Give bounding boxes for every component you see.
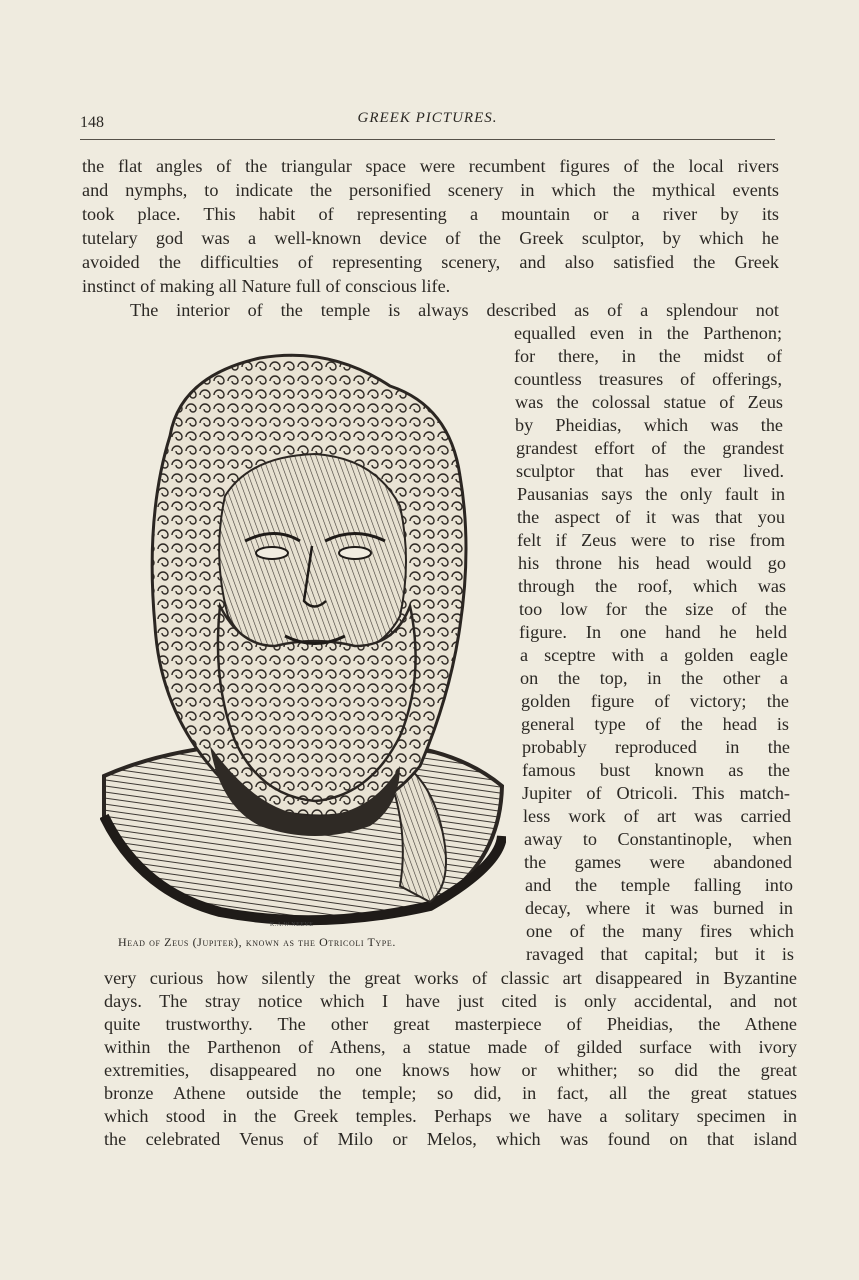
text-line: probably reproduced in the [522,737,790,757]
text-line: less work of art was carried [523,806,791,826]
text-line: away to Constantinople, when [524,829,792,849]
text-line: countless treasures of offerings, [514,369,782,389]
text-line: avoided the difficulties of representing scenery, and also satisfied the Greek [82,252,779,272]
header-rule [80,139,775,140]
text-line: instinct of making all Nature full of conscious life. [82,276,451,296]
text-line: the flat angles of the triangular space were recumbent figures of the local rivers [82,156,779,176]
text-line: grandest effort of the grandest [516,438,784,458]
text-line: ravaged that capital; but it is [526,944,794,964]
page-number: 148 [80,114,104,131]
text-line: equalled even in the Parthenon; [514,323,782,343]
text-line: within the Parthenon of Athens, a statue made of gilded surface with ivory [104,1037,797,1057]
text-line: famous bust known as the [522,760,790,780]
text-line: bronze Athene outside the temple; so did, in fact, all the great statues [104,1083,797,1103]
text-line: through the roof, which was [518,576,786,596]
zeus-bust-engraving [100,346,506,932]
text-line: tutelary god was a well-known device of the Greek sculptor, by which he [82,228,779,248]
text-line: took place. This habit of representing a mountain or a river by its [82,204,779,224]
paragraph-start-line: The interior of the temple is always described as of a splendour not [130,300,779,320]
text-line: felt if Zeus were to rise from [517,530,785,550]
text-line: decay, where it was burned in [525,898,793,918]
engraver-signature: K.A.W.NEEVE [270,922,314,928]
text-line: the celebrated Venus of Milo or Melos, which was found on that island [104,1129,797,1149]
text-line: very curious how silently the great works of classic art disappeared in Byzantine [104,968,797,988]
text-line: by Pheidias, which was the [515,415,783,435]
text-line: the aspect of it was that you [517,507,785,527]
text-line: sculptor that has ever lived. [516,461,784,481]
running-title: GREEK PICTURES. [357,110,498,126]
text-line: his throne his head would go [518,553,786,573]
text-line: and nymphs, to indicate the personified scenery in which the mythical events [82,180,779,200]
text-line: days. The stray notice which I have just cited is only accidental, and not [104,991,797,1011]
text-line: for there, in the midst of [514,346,782,366]
text-line: which stood in the Greek temples. Perhaps we have a solitary specimen in [104,1106,797,1126]
figure-caption: Head of Zeus (Jupiter), known as the Otricoli Type. [118,935,396,949]
text-line: extremities, disappeared no one knows how or whither; so did the great [104,1060,797,1080]
text-line: Pausanias says the only fault in [517,484,785,504]
text-line: too low for the size of the [519,599,787,619]
zeus-bust-illustration [100,346,506,932]
text-line: figure. In one hand he held [519,622,787,642]
page-header [80,110,775,134]
text-line: golden figure of victory; the [521,691,789,711]
text-line: the games were abandoned [524,852,792,872]
text-line: and the temple falling into [525,875,793,895]
text-line: quite trustworthy. The other great masterpiece of Pheidias, the Athene [104,1014,797,1034]
text-line: one of the many fires which [526,921,794,941]
text-line: was the colossal statue of Zeus [515,392,783,412]
text-line: general type of the head is [521,714,789,734]
text-line: a sceptre with a golden eagle [520,645,788,665]
text-line: Jupiter of Otricoli. This match- [522,783,790,803]
text-line: on the top, in the other a [520,668,788,688]
